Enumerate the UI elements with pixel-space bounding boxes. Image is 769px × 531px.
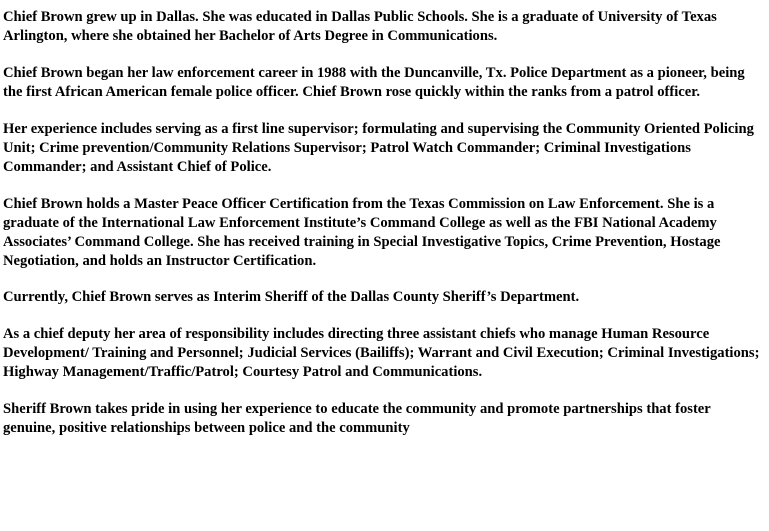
paragraph-education: Chief Brown grew up in Dallas. She was educated in Dallas Public Schools. She is a graduate of University of Texas Arlington, where she obtained her Bachelor of Arts Degree in Communications.	[3, 9, 717, 44]
paragraph-certifications: Chief Brown holds a Master Peace Officer Certification from the Texas Commission on Law Enforcement. She is a graduate of the International Law Enforcement Institute’s Command College as well as the FBI National Academy Associates’ Command College. She has received training in Special Investigative Topics, Crime Prevention, Hostage Negotiation, and holds an Instructor Certification.	[3, 196, 721, 269]
paragraph-career-start: Chief Brown began her law enforcement career in 1988 with the Duncanville, Tx. Police Department as a pioneer, being the first African American female police officer. Chief Brown rose quickly within the ranks from a patrol officer.	[3, 65, 745, 100]
paragraph-responsibilities: As a chief deputy her area of responsibility includes directing three assistant chiefs who manage Human Resource Development/ Training and Personnel; Judicial Services (Bailiffs); Warrant and Civil Execution; Criminal Investigations; Highway Management/Traffic/Patrol; Courtesy Patrol and Communications.	[3, 326, 760, 380]
paragraph-experience: Her experience includes serving as a first line supervisor; formulating and supervising the Community Oriented Policing Unit; Crime prevention/Community Relations Supervisor; Patrol Watch Commander; Criminal Investigations Commander; and Assistant Chief of Police.	[3, 121, 754, 175]
paragraph-current-role: Currently, Chief Brown serves as Interim Sheriff of the Dallas County Sheriff’s Department.	[3, 289, 580, 305]
paragraph-community: Sheriff Brown takes pride in using her experience to educate the community and promote partnerships that foster genuine, positive relationships between police and the community	[3, 401, 711, 436]
